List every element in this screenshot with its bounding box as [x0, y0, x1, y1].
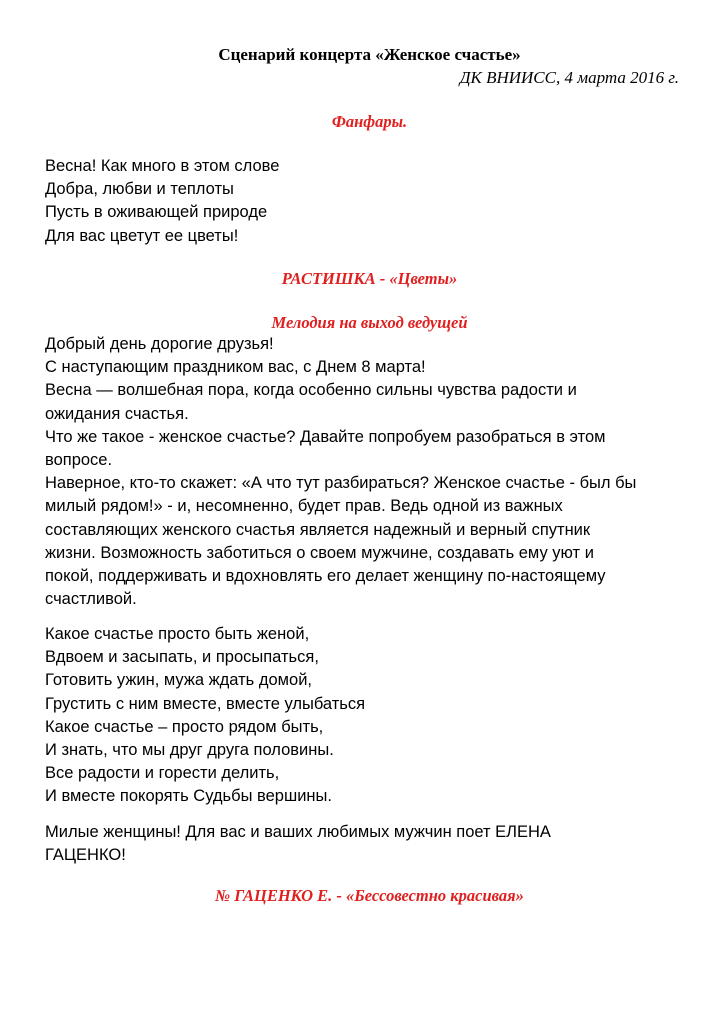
- poem-line: Добра, любви и теплоты: [45, 180, 234, 199]
- poem-line: Готовить ужин, мужа ждать домой,: [45, 671, 312, 690]
- speech-line: Добрый день дорогие друзья!: [45, 335, 274, 353]
- heading-fanfares: Фанфары.: [331, 112, 408, 131]
- speech-line: милый рядом!» - и, несомненно, будет прав. Ведь одной из важных: [45, 497, 563, 516]
- heading-rastishka: РАСТИШКА - «Цветы»: [281, 269, 458, 288]
- poem-happiness: [45, 623, 695, 809]
- poem-line: Какое счастье – просто рядом быть,: [45, 717, 324, 736]
- poem-line: Все радости и горести делить,: [45, 764, 280, 783]
- speech-line: составляющих женского счастья является надежный и верный спутник: [45, 520, 591, 539]
- speech-line: жизни. Возможность заботиться о своем мужчине, создавать ему уют и: [45, 543, 594, 562]
- speech-line: Что же такое - женское счастье? Давайте попробуем разобраться в этом: [45, 427, 606, 446]
- speech-line: Весна — волшебная пора, когда особенно сильны чувства радости и: [45, 381, 577, 400]
- poem-line: Грустить с ним вместе, вместе улыбаться: [45, 694, 366, 713]
- host-speech: [45, 333, 695, 611]
- poem-line: И знать, что мы друг друга половины.: [45, 741, 334, 760]
- speech-line: вопросе.: [45, 451, 113, 470]
- poem-line: Для вас цветут ее цветы!: [45, 226, 239, 245]
- announce-line: ГАЦЕНКО!: [45, 846, 126, 865]
- document-title: Сценарий концерта «Женское счастье»: [218, 45, 521, 64]
- speech-line: покой, поддерживать и вдохновлять его делает женщину по-настоящему: [45, 567, 606, 586]
- poem-line: Какое счастье просто быть женой,: [45, 625, 310, 643]
- poem-spring: [45, 155, 695, 248]
- poem-line: Вдвоем и засыпать, и просыпаться,: [45, 648, 319, 667]
- announce-line: Милые женщины! Для вас и ваших любимых мужчин поет ЕЛЕНА: [45, 823, 551, 841]
- poem-line: И вместе покорять Судьбы вершины.: [45, 787, 332, 806]
- speech-line: Наверное, кто-то скажет: «А что тут разбираться? Женское счастье - был бы: [45, 474, 637, 493]
- speech-line: счастливой.: [45, 590, 137, 609]
- announcement: [45, 821, 695, 867]
- speech-line: ожидания счастья.: [45, 404, 189, 423]
- heading-gatsenko: № ГАЦЕНКО Е. - «Бессовестно красивая»: [215, 886, 524, 905]
- document-subtitle: ДК ВНИИСС, 4 марта 2016 г.: [459, 68, 679, 87]
- poem-line: Пусть в оживающей природе: [45, 203, 268, 222]
- heading-host-melody: Мелодия на выход ведущей: [271, 313, 468, 332]
- speech-line: С наступающим праздником вас, с Днем 8 марта!: [45, 358, 426, 377]
- poem-line: Весна! Как много в этом слове: [45, 157, 280, 175]
